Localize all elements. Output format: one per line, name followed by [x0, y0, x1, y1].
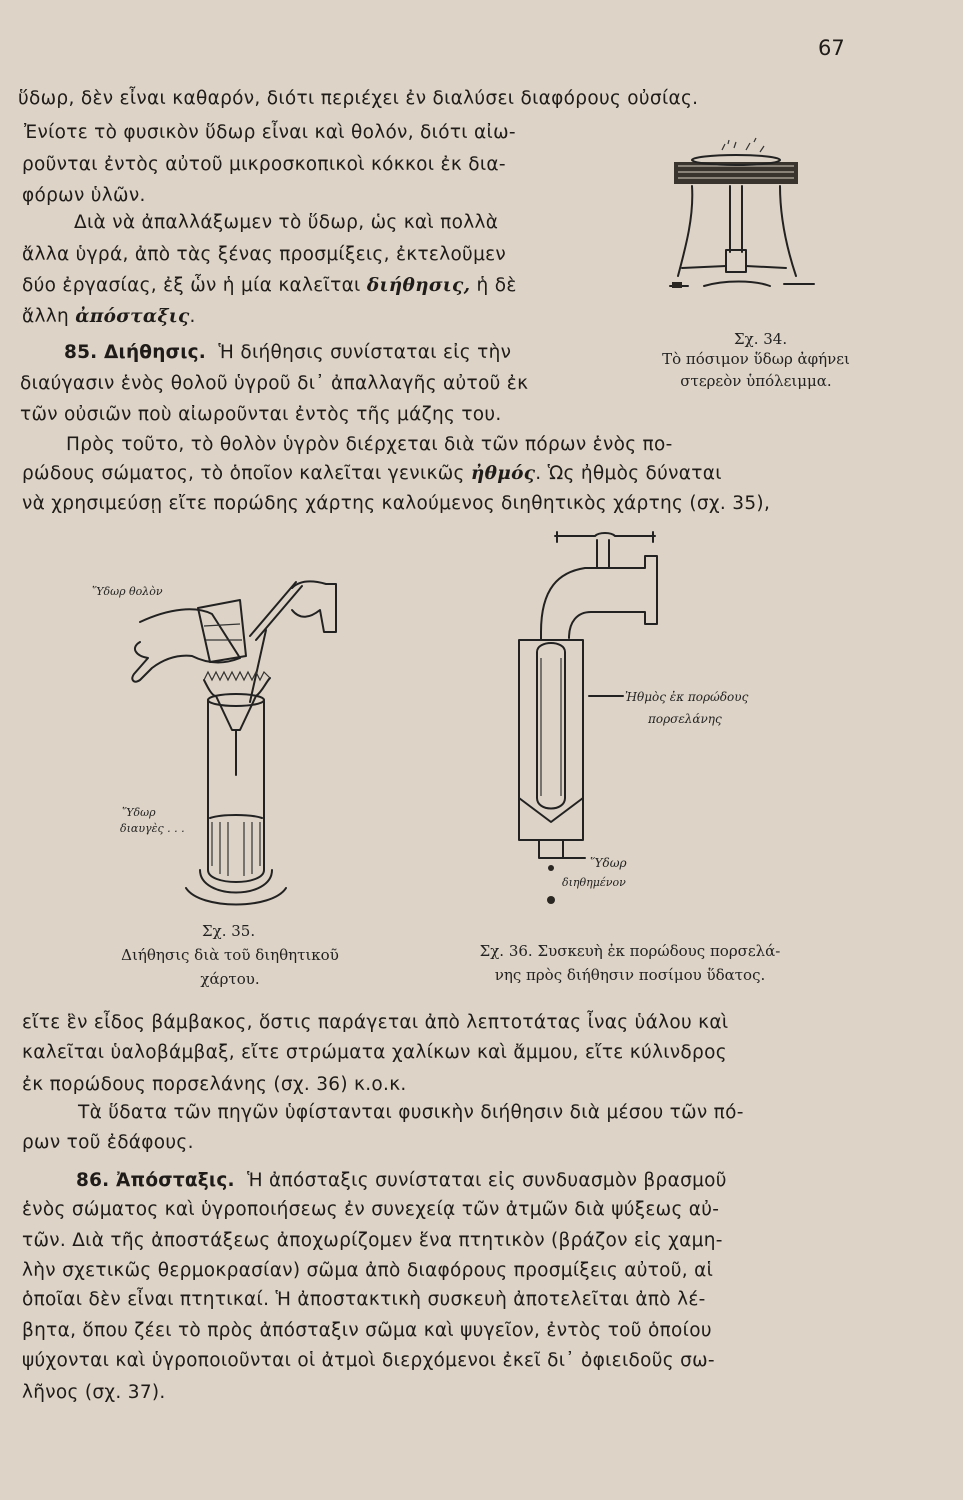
- text-line: καλεῖται ὑαλοβάμβαξ, εἴτε στρώματα χαλίκων καὶ ἄμμου, εἴτε κύλινδρος: [22, 1042, 727, 1063]
- text-line: τῶν οὐσιῶν ποὺ αἰωροῦνται ἐντὸς τῆς μάζης του.: [20, 404, 502, 425]
- text-line: ἑνὸς σώματος καὶ ὑγροποιήσεως ἐν συνεχείᾳ τῶν ἀτμῶν διὰ ψύξεως αὐ-: [22, 1199, 720, 1220]
- figure-35-label-turbid: Ὕδωρ θολὸν: [92, 585, 163, 598]
- section-86-title: 86. Ἀπόσταξις.: [76, 1170, 235, 1191]
- text-line: νὰ χρησιμεύσῃ εἴτε πορώδης χάρτης καλούμενος διηθητικὸς χάρτης (σχ. 35),: [22, 493, 771, 514]
- text-line: ρων τοῦ ἐδάφους.: [22, 1132, 194, 1153]
- text-line: διαύγασιν ἑνὸς θολοῦ ὑγροῦ δι᾽ ἀπαλλαγῆς αὐτοῦ ἐκ: [20, 373, 529, 394]
- figure-36-number: Σχ. 36.: [479, 942, 533, 960]
- figure-34-caption-line1: Τὸ πόσιμον ὕδωρ ἀφήνει: [662, 350, 850, 368]
- text-line: ὁποῖαι δὲν εἶναι πτητικαί. Ἡ ἀποστακτικὴ συσκευὴ ἀποτελεῖται ἀπὸ λέ-: [22, 1289, 706, 1310]
- text-line: λὴν σχετικῶς θερμοκρασίαν) σῶμα ἀπὸ διαφόρους προσμίξεις αὐτοῦ, αἱ: [22, 1260, 714, 1281]
- figure-36-label-water-2: διηθημένον: [562, 876, 626, 889]
- figure-36-label-filter-2: πορσελάνης: [648, 712, 722, 726]
- text-line: Διὰ νὰ ἀπαλλάξωμεν τὸ ὕδωρ, ὡς καὶ πολλὰ: [74, 212, 499, 233]
- figure-35-label-clear-2: διαυγὲς . . .: [120, 822, 185, 835]
- term-dietheisis: διήθησις,: [366, 275, 471, 296]
- figure-36-label-filter-1: Ἠθμὸς ἐκ πορώδους: [625, 690, 749, 704]
- text-line: ἐκ πορώδους πορσελάνης (σχ. 36) κ.ο.κ.: [22, 1074, 407, 1095]
- text-line: Τὰ ὕδατα τῶν πηγῶν ὑφίστανται φυσικὴν διήθησιν διὰ μέσου τῶν πό-: [78, 1102, 744, 1123]
- figure-35-number: Σχ. 35.: [202, 922, 256, 940]
- figure-34-illustration: [664, 136, 824, 304]
- figure-36-label-water-1: Ὕδωρ: [590, 856, 627, 870]
- figure-35-caption-line2: χάρτου.: [200, 970, 260, 988]
- section-85-title: 85. Διήθησις.: [64, 342, 207, 363]
- text-line: Πρὸς τοῦτο, τὸ θολὸν ὑγρὸν διέρχεται διὰ τῶν πόρων ἑνὸς πο-: [66, 434, 673, 455]
- figure-36-caption-line2: νης πρὸς διήθησιν ποσίμου ὕδατος.: [494, 966, 766, 984]
- term-ithmos: ἠθμός: [470, 463, 536, 484]
- figure-34-number: Σχ. 34.: [734, 330, 788, 348]
- figure-36-caption-line1: Σχ. 36. Συσκευὴ ἐκ πορώδους πορσελά-: [479, 942, 781, 960]
- page-number: 67: [818, 36, 845, 60]
- figure-35-caption-line1: Διήθησις διὰ τοῦ διηθητικοῦ: [121, 946, 339, 964]
- text-line: ρώδους σώματος, τὸ ὁποῖον καλεῖται γενικῶς ἠθμός. Ὡς ἠθμὸς δύναται: [22, 463, 722, 484]
- text-line: δύο ἐργασίας, ἐξ ὧν ἡ μία καλεῖται διήθησις, ἡ δὲ: [22, 275, 517, 296]
- text-line: 86. Ἀπόσταξις. Ἡ ἀπόσταξις συνίσταται εἰς συνδυασμὸν βρασμοῦ: [76, 1170, 727, 1191]
- text-line: βητα, ὅπου ζέει τὸ πρὸς ἀπόσταξιν σῶμα καὶ ψυγεῖον, ἐντὸς τοῦ ὁποίου: [22, 1320, 712, 1341]
- text-line: ἄλλη ἀπόσταξις.: [22, 306, 196, 327]
- figure-35-label-clear-1: Ὕδωρ: [122, 806, 156, 819]
- text-line: Ἐνίοτε τὸ φυσικὸν ὕδωρ εἶναι καὶ θολόν, διότι αἰω-: [24, 122, 516, 143]
- term-apostaxis: ἀπόσταξις: [75, 306, 190, 327]
- text-line: τῶν. Διὰ τῆς ἀποστάξεως ἀποχωρίζομεν ἕνα πτητικὸν (βράζον εἰς χαμη-: [22, 1230, 723, 1251]
- text-line: ὕδωρ, δὲν εἶναι καθαρόν, διότι περιέχει ἐν διαλύσει διαφόρους οὐσίας.: [18, 88, 699, 109]
- figure-34-caption-line2: στερεὸν ὑπόλειμμα.: [680, 372, 832, 390]
- text-line: λῆνος (σχ. 37).: [22, 1382, 166, 1403]
- figure-35-illustration: [100, 570, 350, 915]
- text-line: ψύχονται καὶ ὑγροποιοῦνται οἱ ἀτμοὶ διερχόμενοι ἐκεῖ δι᾽ ὀφιειδοῦς σω-: [22, 1350, 715, 1371]
- text-line: ἄλλα ὑγρά, ἀπὸ τὰς ξένας προσμίξεις, ἐκτελοῦμεν: [22, 244, 507, 265]
- text-line: εἴτε ἓν εἶδος βάμβακος, ὅστις παράγεται ἀπὸ λεπτοτάτας ἶνας ὑάλου καὶ: [22, 1012, 729, 1033]
- text-line: 85. Διήθησις. Ἡ διήθησις συνίσταται εἰς τὴν: [64, 342, 512, 363]
- text-line: φόρων ὑλῶν.: [22, 185, 146, 206]
- text-line: ροῦνται ἐντὸς αὐτοῦ μικροσκοπικοὶ κόκκοι ἐκ δια-: [22, 154, 506, 175]
